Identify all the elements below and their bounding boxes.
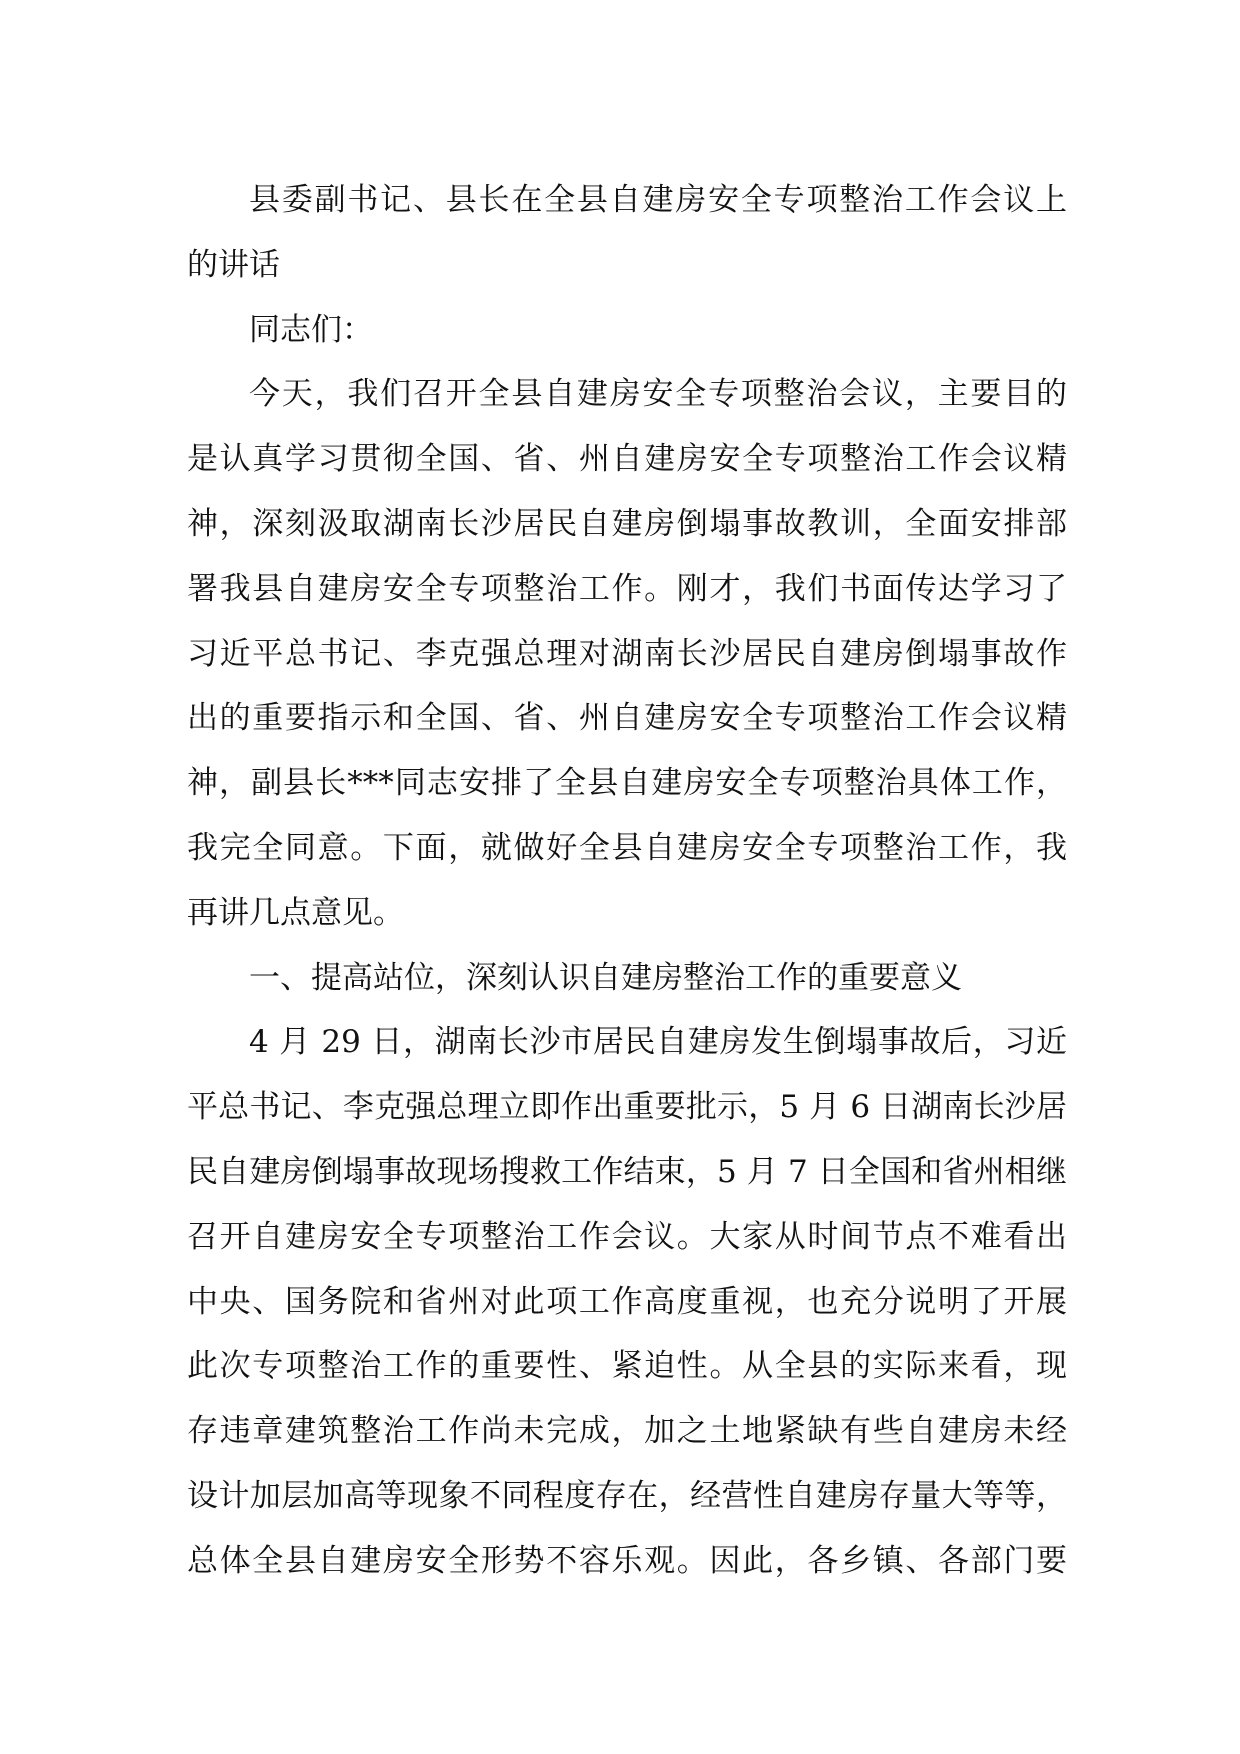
paragraph-1-line: 习近平总书记、李克强总理对湖南长沙居民自建房倒塌事故作: [187, 635, 1067, 672]
paragraph-2-line: 总体全县自建房安全形势不容乐观。因此，各乡镇、各部门要: [187, 1542, 1067, 1579]
salutation: 同志们：: [249, 311, 373, 348]
paragraph-2-line: 4 月 29 日，湖南长沙市居民自建房发生倒塌事故后，习近: [249, 1024, 1067, 1061]
paragraph-2-line: 此次专项整治工作的重要性、紧迫性。从全县的实际来看，现: [187, 1348, 1067, 1385]
paragraph-1-line: 神，副县长***同志安排了全县自建房安全专项整治具体工作，: [187, 765, 1067, 802]
paragraph-2-line: 平总书记、李克强总理立即作出重要批示，5 月 6 日湖南长沙居: [187, 1089, 1067, 1126]
paragraph-1-line: 再讲几点意见。: [187, 894, 404, 931]
document-body: [187, 168, 1067, 1594]
paragraph-2-line: 设计加层加高等现象不同程度存在，经营性自建房存量大等等，: [187, 1477, 1067, 1514]
paragraph-1-line: 今天，我们召开全县自建房安全专项整治会议，主要目的: [249, 376, 1067, 413]
paragraph-2-line: 召开自建房安全专项整治工作会议。大家从时间节点不难看出: [187, 1218, 1067, 1255]
paragraph-1-line: 我完全同意。下面，就做好全县自建房安全专项整治工作，我: [187, 829, 1067, 866]
paragraph-2-line: 中央、国务院和省州对此项工作高度重视，也充分说明了开展: [187, 1283, 1067, 1320]
document-title-line-1: 县委副书记、县长在全县自建房安全专项整治工作会议上: [249, 182, 1067, 218]
paragraph-2-line: 民自建房倒塌事故现场搜救工作结束，5 月 7 日全国和省州相继: [187, 1153, 1067, 1190]
paragraph-2-line: 存违章建筑整治工作尚未完成，加之土地紧缺有些自建房未经: [187, 1413, 1067, 1450]
document-title-line-2: 的讲话: [187, 246, 280, 283]
paragraph-1-line: 神，深刻汲取湖南长沙居民自建房倒塌事故教训，全面安排部: [187, 505, 1067, 542]
paragraph-1-line: 是认真学习贯彻全国、省、州自建房安全专项整治工作会议精: [187, 441, 1067, 478]
section-1-heading: 一、提高站位，深刻认识自建房整治工作的重要意义: [249, 959, 962, 996]
paragraph-1-line: 署我县自建房安全专项整治工作。刚才，我们书面传达学习了: [187, 570, 1067, 607]
paragraph-1-line: 出的重要指示和全国、省、州自建房安全专项整治工作会议精: [187, 700, 1067, 737]
